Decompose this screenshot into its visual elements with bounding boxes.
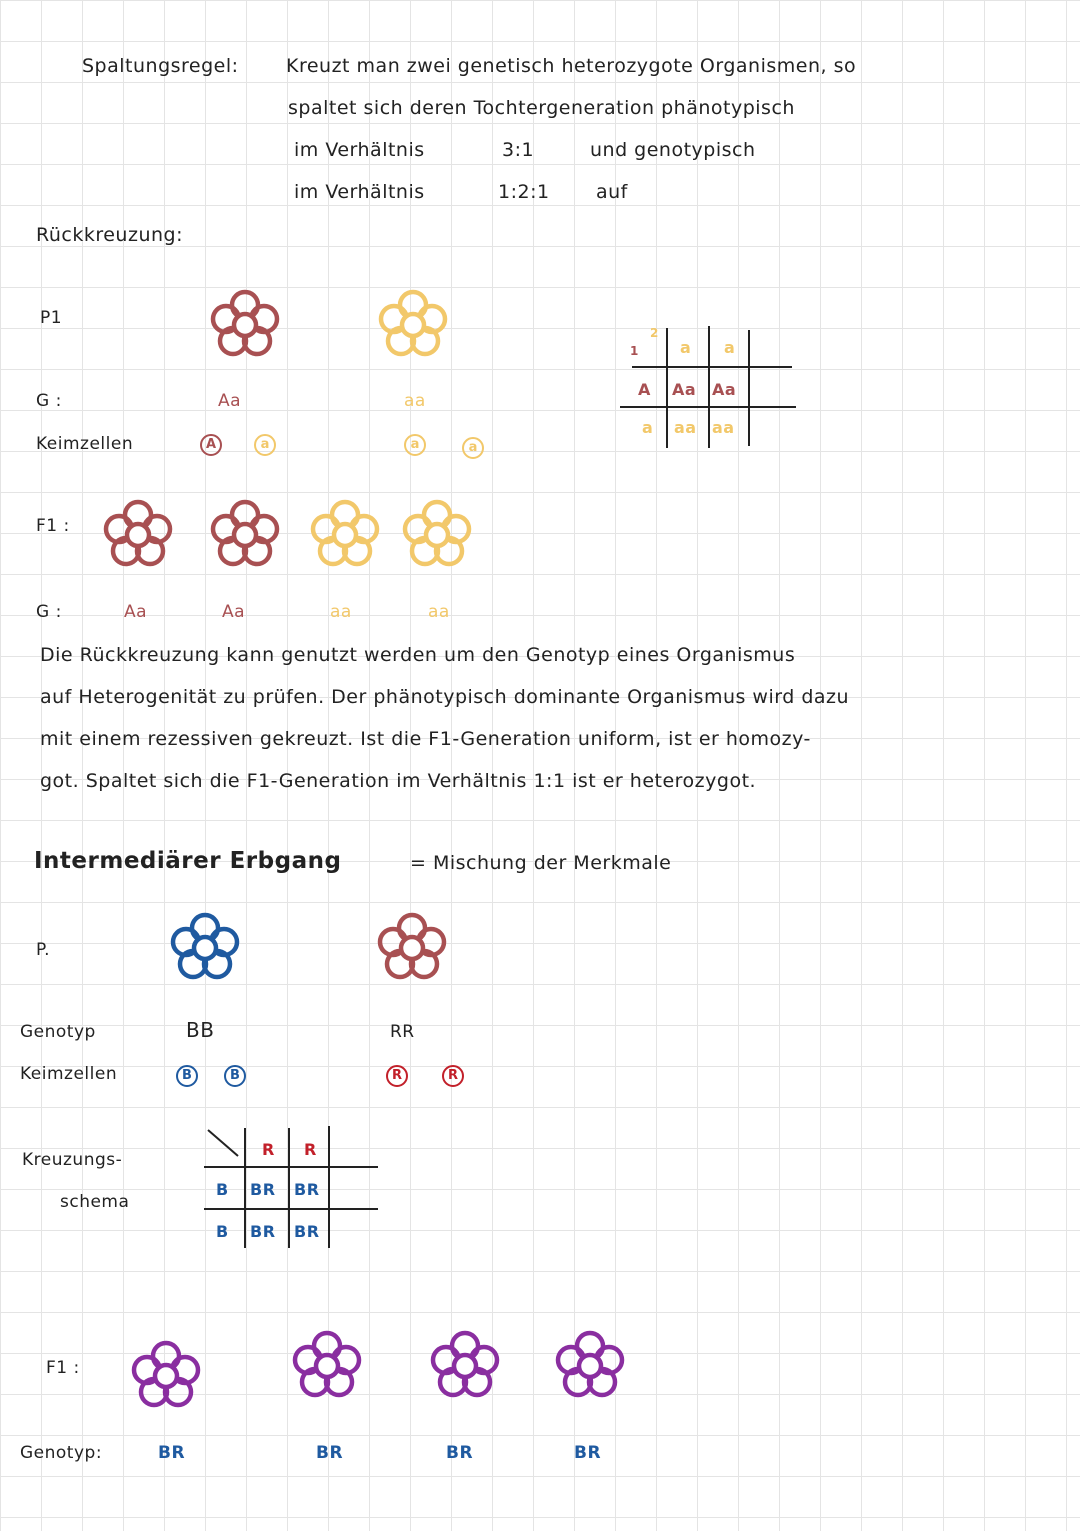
parent-genotype-rr: RR: [390, 1022, 415, 1042]
punnett-diagonal: [206, 1128, 242, 1158]
backcross-g2-label: G :: [36, 602, 62, 622]
rule-term: Spaltungsregel:: [82, 55, 239, 77]
rule-line-4a: im Verhältnis: [294, 181, 425, 203]
f1-genotype: BR: [446, 1443, 474, 1463]
punnett-row-head: a: [642, 418, 654, 437]
yellow-flower-icon: [373, 285, 453, 365]
punnett-line: [204, 1166, 378, 1168]
f1-genotype: Aa: [222, 602, 246, 622]
punnett-col-head: a: [724, 338, 736, 357]
punnett-cell: Aa: [712, 380, 737, 399]
punnett-cell: BR: [294, 1222, 320, 1241]
red-flower-icon: [205, 285, 285, 365]
backcross-g-label: G :: [36, 391, 62, 411]
backcross-heading: Rückkreuzung:: [36, 224, 183, 246]
punnett-line: [328, 1126, 330, 1248]
gamete-R: R: [442, 1065, 464, 1087]
punnett-line: [204, 1208, 378, 1210]
purple-flower-icon: [425, 1326, 505, 1406]
red-flower-icon: [372, 908, 452, 988]
backcross-f1-label: F1 :: [36, 516, 70, 536]
backcross-paragraph-line: auf Heterogenität zu prüfen. Der phänotypisch dominante Organismus wird dazu: [40, 686, 850, 708]
rule-line-4b: auf: [596, 181, 628, 203]
punnett-line: [708, 326, 710, 448]
gamete-a: a: [254, 434, 276, 456]
backcross-p-label: P1: [40, 308, 63, 328]
purple-flower-icon: [287, 1326, 367, 1406]
scheme-label-1: Kreuzungs-: [22, 1150, 123, 1170]
backcross-g2: aa: [404, 391, 426, 411]
rule-line-2: spaltet sich deren Tochtergeneration phänotypisch: [288, 97, 795, 119]
f1-genotype: BR: [316, 1443, 344, 1463]
scheme-label-2: schema: [60, 1192, 130, 1212]
f1-genotype: Aa: [124, 602, 148, 622]
punnett-line: [288, 1128, 290, 1248]
intermediate-f1-label: F1 :: [46, 1358, 80, 1378]
punnett-line: [244, 1128, 246, 1248]
punnett-col-head: R: [304, 1140, 317, 1159]
punnett-row-head: B: [216, 1222, 229, 1241]
yellow-flower-icon: [305, 495, 385, 575]
f1-genotype: BR: [158, 1443, 186, 1463]
f1-genotype: BR: [574, 1443, 602, 1463]
intermediate-subheading: = Mischung der Merkmale: [410, 852, 672, 874]
rule-ratio-2: 1:2:1: [498, 181, 550, 203]
gamete-B: B: [224, 1065, 246, 1087]
punnett-row-head: A: [638, 380, 651, 399]
intermediate-gametes-label: Keimzellen: [20, 1064, 118, 1084]
rule-line-3b: und genotypisch: [590, 139, 756, 161]
punnett-cell: aa: [674, 418, 697, 437]
red-flower-icon: [205, 495, 285, 575]
f1-genotype-label: Genotyp:: [20, 1443, 103, 1463]
backcross-paragraph-line: Die Rückkreuzung kann genutzt werden um den Genotyp eines Organismus: [40, 644, 796, 666]
punnett-cell: BR: [294, 1180, 320, 1199]
punnett-cell: Aa: [672, 380, 697, 399]
blue-flower-icon: [165, 908, 245, 988]
punnett-line: [632, 366, 792, 368]
punnett-cell: BR: [250, 1222, 276, 1241]
punnett-row-head: B: [216, 1180, 229, 1199]
f1-genotype: aa: [330, 602, 352, 622]
red-flower-icon: [98, 495, 178, 575]
intermediate-punnett-square: [200, 1124, 380, 1250]
parent-genotype-bb: BB: [186, 1018, 215, 1042]
backcross-paragraph-line: mit einem rezessiven gekreuzt. Ist die F1-Generation uniform, ist er homozy-: [40, 728, 811, 750]
punnett-cell: BR: [250, 1180, 276, 1199]
rule-line-3a: im Verhältnis: [294, 139, 425, 161]
punnett-corner-2: 2: [650, 326, 659, 340]
punnett-col-head: R: [262, 1140, 275, 1159]
gamete-B: B: [176, 1065, 198, 1087]
punnett-corner-1: 1: [630, 344, 639, 358]
rule-line-1: Kreuzt man zwei genetisch heterozygote Organismen, so: [286, 55, 857, 77]
gamete-R: R: [386, 1065, 408, 1087]
rule-ratio-1: 3:1: [502, 139, 535, 161]
intermediate-p-label: P.: [36, 940, 51, 960]
gamete-a: a: [404, 434, 426, 456]
punnett-col-head: a: [680, 338, 692, 357]
punnett-line: [666, 328, 668, 448]
backcross-punnett-square: [620, 322, 800, 452]
purple-flower-icon: [550, 1326, 630, 1406]
gamete-A: A: [200, 434, 222, 456]
yellow-flower-icon: [397, 495, 477, 575]
punnett-cell: aa: [712, 418, 735, 437]
punnett-line: [748, 330, 750, 446]
purple-flower-icon: [126, 1336, 206, 1416]
gamete-a: a: [462, 437, 484, 459]
backcross-paragraph-line: got. Spaltet sich die F1-Generation im Verhältnis 1:1 ist er heterozygot.: [40, 770, 757, 792]
f1-genotype: aa: [428, 602, 450, 622]
backcross-gametes-label: Keimzellen: [36, 434, 134, 454]
intermediate-genotype-label: Genotyp: [20, 1022, 96, 1042]
backcross-g1: Aa: [218, 391, 242, 411]
intermediate-heading: Intermediärer Erbgang: [34, 848, 342, 874]
